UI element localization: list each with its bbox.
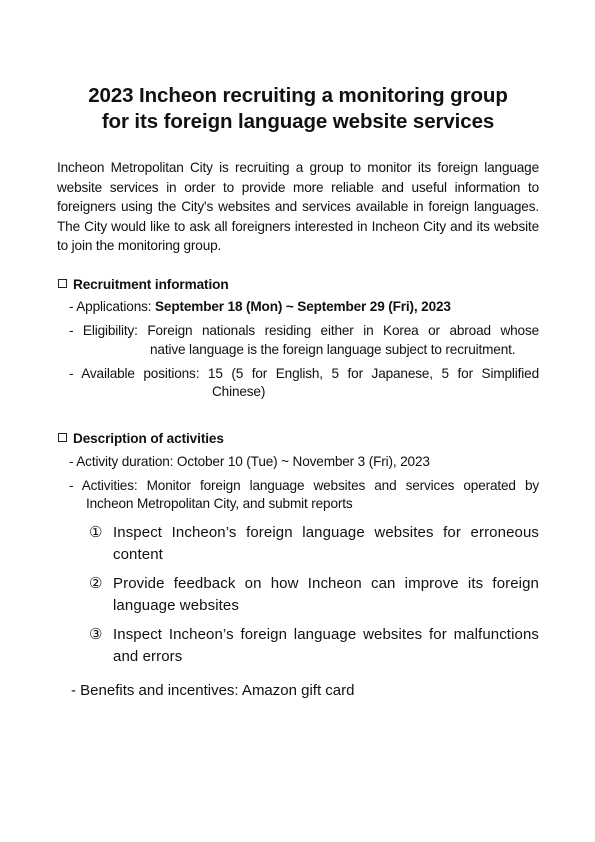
item-text: Inspect Incheon’s foreign language websites for malfunctions and errors xyxy=(113,626,539,665)
title-line-2: for its foreign language website services xyxy=(101,110,495,133)
item-number: ① xyxy=(89,524,103,541)
positions-line-1: - Available positions: 15 (5 for English, 5 for Japanese, 5 for Simplified xyxy=(69,366,539,381)
activities-section-heading xyxy=(57,430,224,448)
applications-line xyxy=(69,298,451,316)
page-title xyxy=(57,83,539,135)
checkbox-square-icon xyxy=(58,279,67,288)
checkbox-square-icon xyxy=(58,433,67,442)
activities-line-1: - Activities: Monitor foreign language websites and services operated by xyxy=(69,478,539,493)
title-line-1: 2023 Incheon recruiting a monitoring group xyxy=(88,84,508,107)
applications-label: - Applications: xyxy=(69,299,156,314)
eligibility-line-1: - Eligibility: Foreign nationals residing either in Korea or abroad whose xyxy=(69,323,539,338)
item-text: Inspect Incheon’s foreign language websites for erroneous content xyxy=(113,524,539,563)
recruitment-heading-text: Recruitment information xyxy=(73,277,229,292)
activity-item xyxy=(89,624,539,668)
activities-heading-text: Description of activities xyxy=(73,431,224,446)
positions-line-2: Chinese) xyxy=(212,384,266,399)
applications-value: September 18 (Mon) ~ September 29 (Fri), 2023 xyxy=(155,299,451,314)
eligibility-line-2: native language is the foreign language subject to recruitment. xyxy=(150,342,516,357)
item-text: Provide feedback on how Incheon can improve its foreign language websites xyxy=(113,575,539,614)
activity-duration: - Activity duration: October 10 (Tue) ~ November 3 (Fri), 2023 xyxy=(69,454,430,469)
activities-line-2: Incheon Metropolitan City, and submit reports xyxy=(86,496,353,511)
activity-item xyxy=(89,522,539,566)
item-number: ② xyxy=(89,575,103,592)
activity-item xyxy=(89,573,539,617)
intro-paragraph: Incheon Metropolitan City is recruiting a group to monitor its foreign language website services in order to provide more reliable and useful information to foreigners using the City's websites and services available in foreign languages. The City would like to ask all foreigners interested in Incheon City and its website to join the monitoring group. xyxy=(57,160,539,253)
item-number: ③ xyxy=(89,626,103,643)
recruitment-section-heading xyxy=(57,276,229,294)
benefits-line: - Benefits and incentives: Amazon gift card xyxy=(71,682,355,699)
